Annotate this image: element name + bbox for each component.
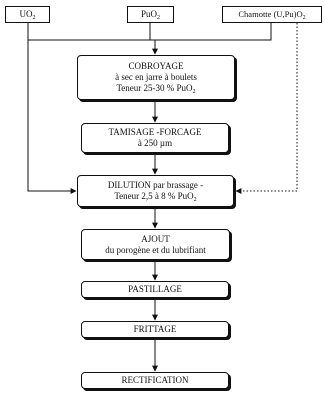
cobroyage-step bbox=[77, 55, 235, 100]
pastillage-step bbox=[81, 281, 229, 298]
uo2-label: $UO_2$ bbox=[19, 9, 36, 21]
chamotte-label: Chamotte $(U,Pu)O_2$ bbox=[238, 9, 306, 21]
ajout-title: AJOUT bbox=[141, 233, 170, 244]
puo2-input-box bbox=[127, 6, 174, 23]
dilution-step bbox=[77, 175, 234, 207]
frittage-step bbox=[81, 321, 229, 338]
uo2-input-box bbox=[5, 6, 50, 23]
tamisage-size: à 250 µm bbox=[137, 138, 173, 148]
pastillage-label: PASTILLAGE bbox=[128, 284, 182, 294]
tamisage-step bbox=[81, 123, 229, 153]
rectification-step bbox=[81, 372, 229, 389]
frittage-label: FRITTAGE bbox=[133, 324, 177, 334]
ajout-step bbox=[81, 229, 230, 260]
cobroyage-title: COBROYAGE bbox=[128, 61, 184, 71]
edge-chamotte-to-dilution bbox=[236, 23, 297, 191]
ajout-detail: du porogène et du lubrifiant bbox=[105, 244, 206, 255]
cobroyage-content: Teneur 25-30 % PuO$_2$ bbox=[116, 83, 196, 95]
dilution-content: Teneur 2,5 à 8 % PuO$_2$ bbox=[114, 191, 197, 203]
puo2-label: PuO$_2$ bbox=[140, 9, 160, 21]
tamisage-title: TAMISAGE -FORCAGE bbox=[108, 127, 202, 137]
cobroyage-method: à sec en jarre à boulets bbox=[115, 72, 197, 82]
rectification-label: RECTIFICATION bbox=[121, 375, 189, 385]
edge-uo2-to-dilution bbox=[28, 40, 76, 191]
chamotte-input-box bbox=[222, 6, 322, 23]
dilution-title: DILUTION par brassage - bbox=[107, 180, 204, 190]
